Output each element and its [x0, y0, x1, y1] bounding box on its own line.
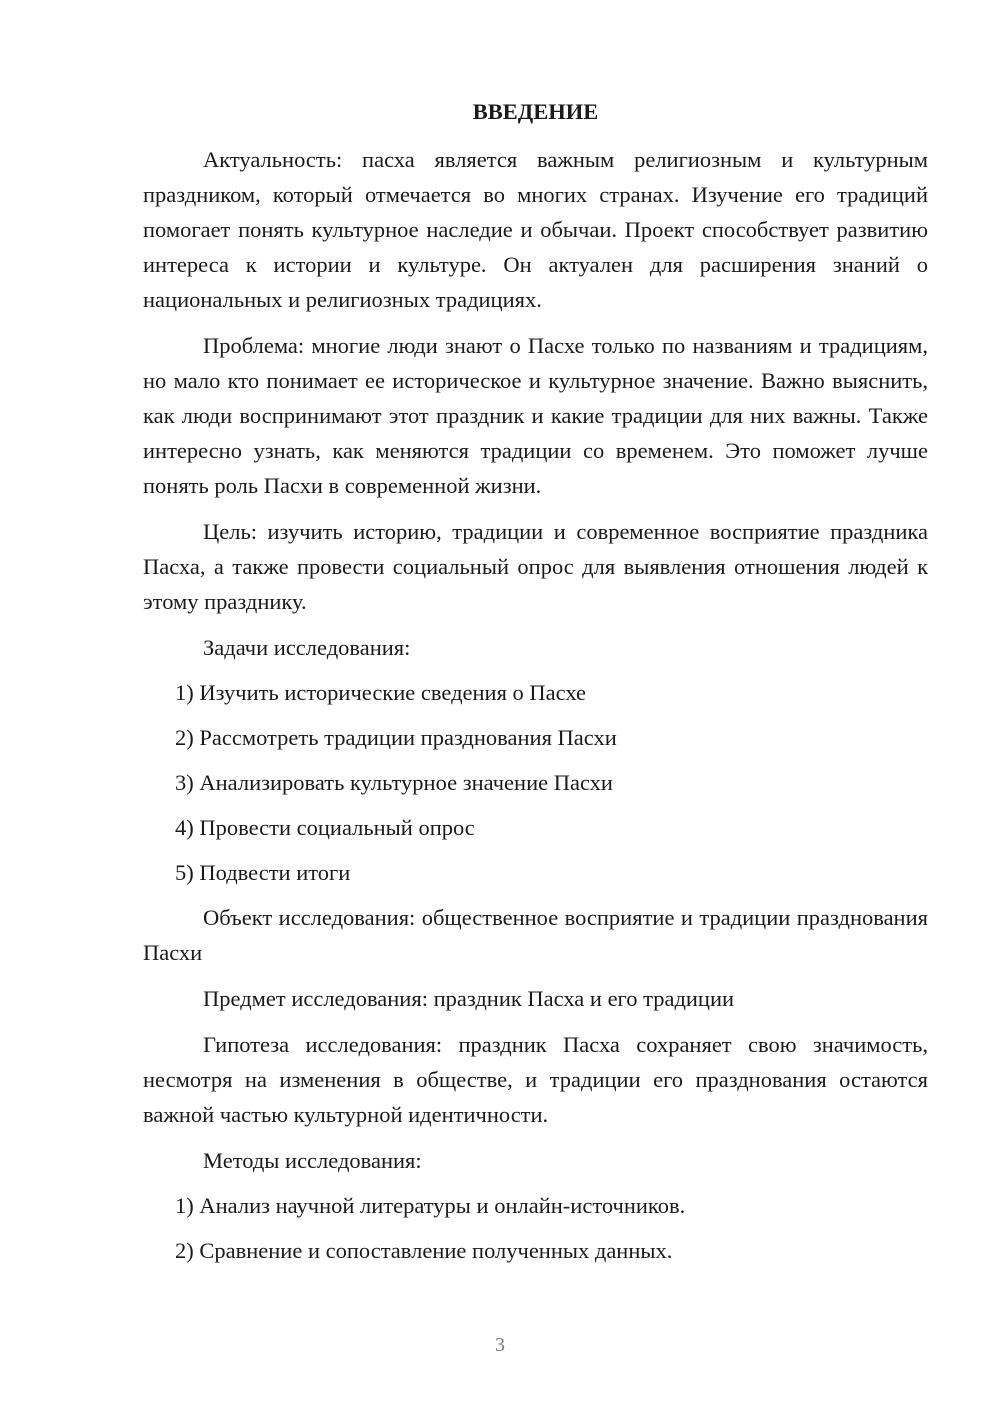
- hypothesis-paragraph: Гипотеза исследования: праздник Пасха сохраняет свою значимость, несмотря на изменения в обществе, и традиции его празднования остаются важной частью культурной идентичности.: [143, 1032, 928, 1127]
- task-item: 5) Подвести итоги: [175, 860, 351, 885]
- problem-paragraph: Проблема: многие люди знают о Пасхе только по названиям и традициям, но мало кто понимает ее историческое и культурное значение. Важно выяснить, как люди воспринимают этот праздник и какие традиции для них важны. Также интересно узнать, как меняются традиции со временем. Это поможет лучше понять роль Пасхи в современной жизни.: [143, 333, 928, 498]
- section-title: ВВЕДЕНИЕ: [472, 99, 599, 124]
- tasks-list: [143, 675, 928, 890]
- tasks-label: Задачи исследования:: [203, 635, 411, 660]
- task-item: 1) Изучить исторические сведения о Пасхе: [175, 680, 587, 705]
- object-paragraph: Объект исследования: общественное восприятие и традиции празднования Пасхи: [143, 905, 928, 965]
- task-item: 4) Провести социальный опрос: [175, 815, 475, 840]
- task-item: 2) Рассмотреть традиции празднования Пасхи: [175, 725, 617, 750]
- methods-list: [143, 1188, 928, 1268]
- relevance-paragraph: Актуальность: пасха является важным религиозным и культурным праздником, который отмечается во многих странах. Изучение его традиций помогает понять культурное наследие и обычаи. Проект способствует развитию интереса к истории и культуре. Он актуален для расширения знаний о национальных и религиозных традициях.: [143, 147, 928, 312]
- page-number: 3: [495, 1334, 505, 1356]
- subject-paragraph: Предмет исследования: праздник Пасха и его традиции: [203, 986, 735, 1011]
- method-item: 1) Анализ научной литературы и онлайн-источников.: [175, 1193, 686, 1218]
- goal-paragraph: Цель: изучить историю, традиции и современное восприятие праздника Пасха, а также провести социальный опрос для выявления отношения людей к этому празднику.: [143, 519, 928, 614]
- task-item: 3) Анализировать культурное значение Пасхи: [175, 770, 613, 795]
- page-content: [143, 94, 928, 1278]
- method-item: 2) Сравнение и сопоставление полученных данных.: [175, 1238, 673, 1263]
- methods-label: Методы исследования:: [203, 1148, 422, 1173]
